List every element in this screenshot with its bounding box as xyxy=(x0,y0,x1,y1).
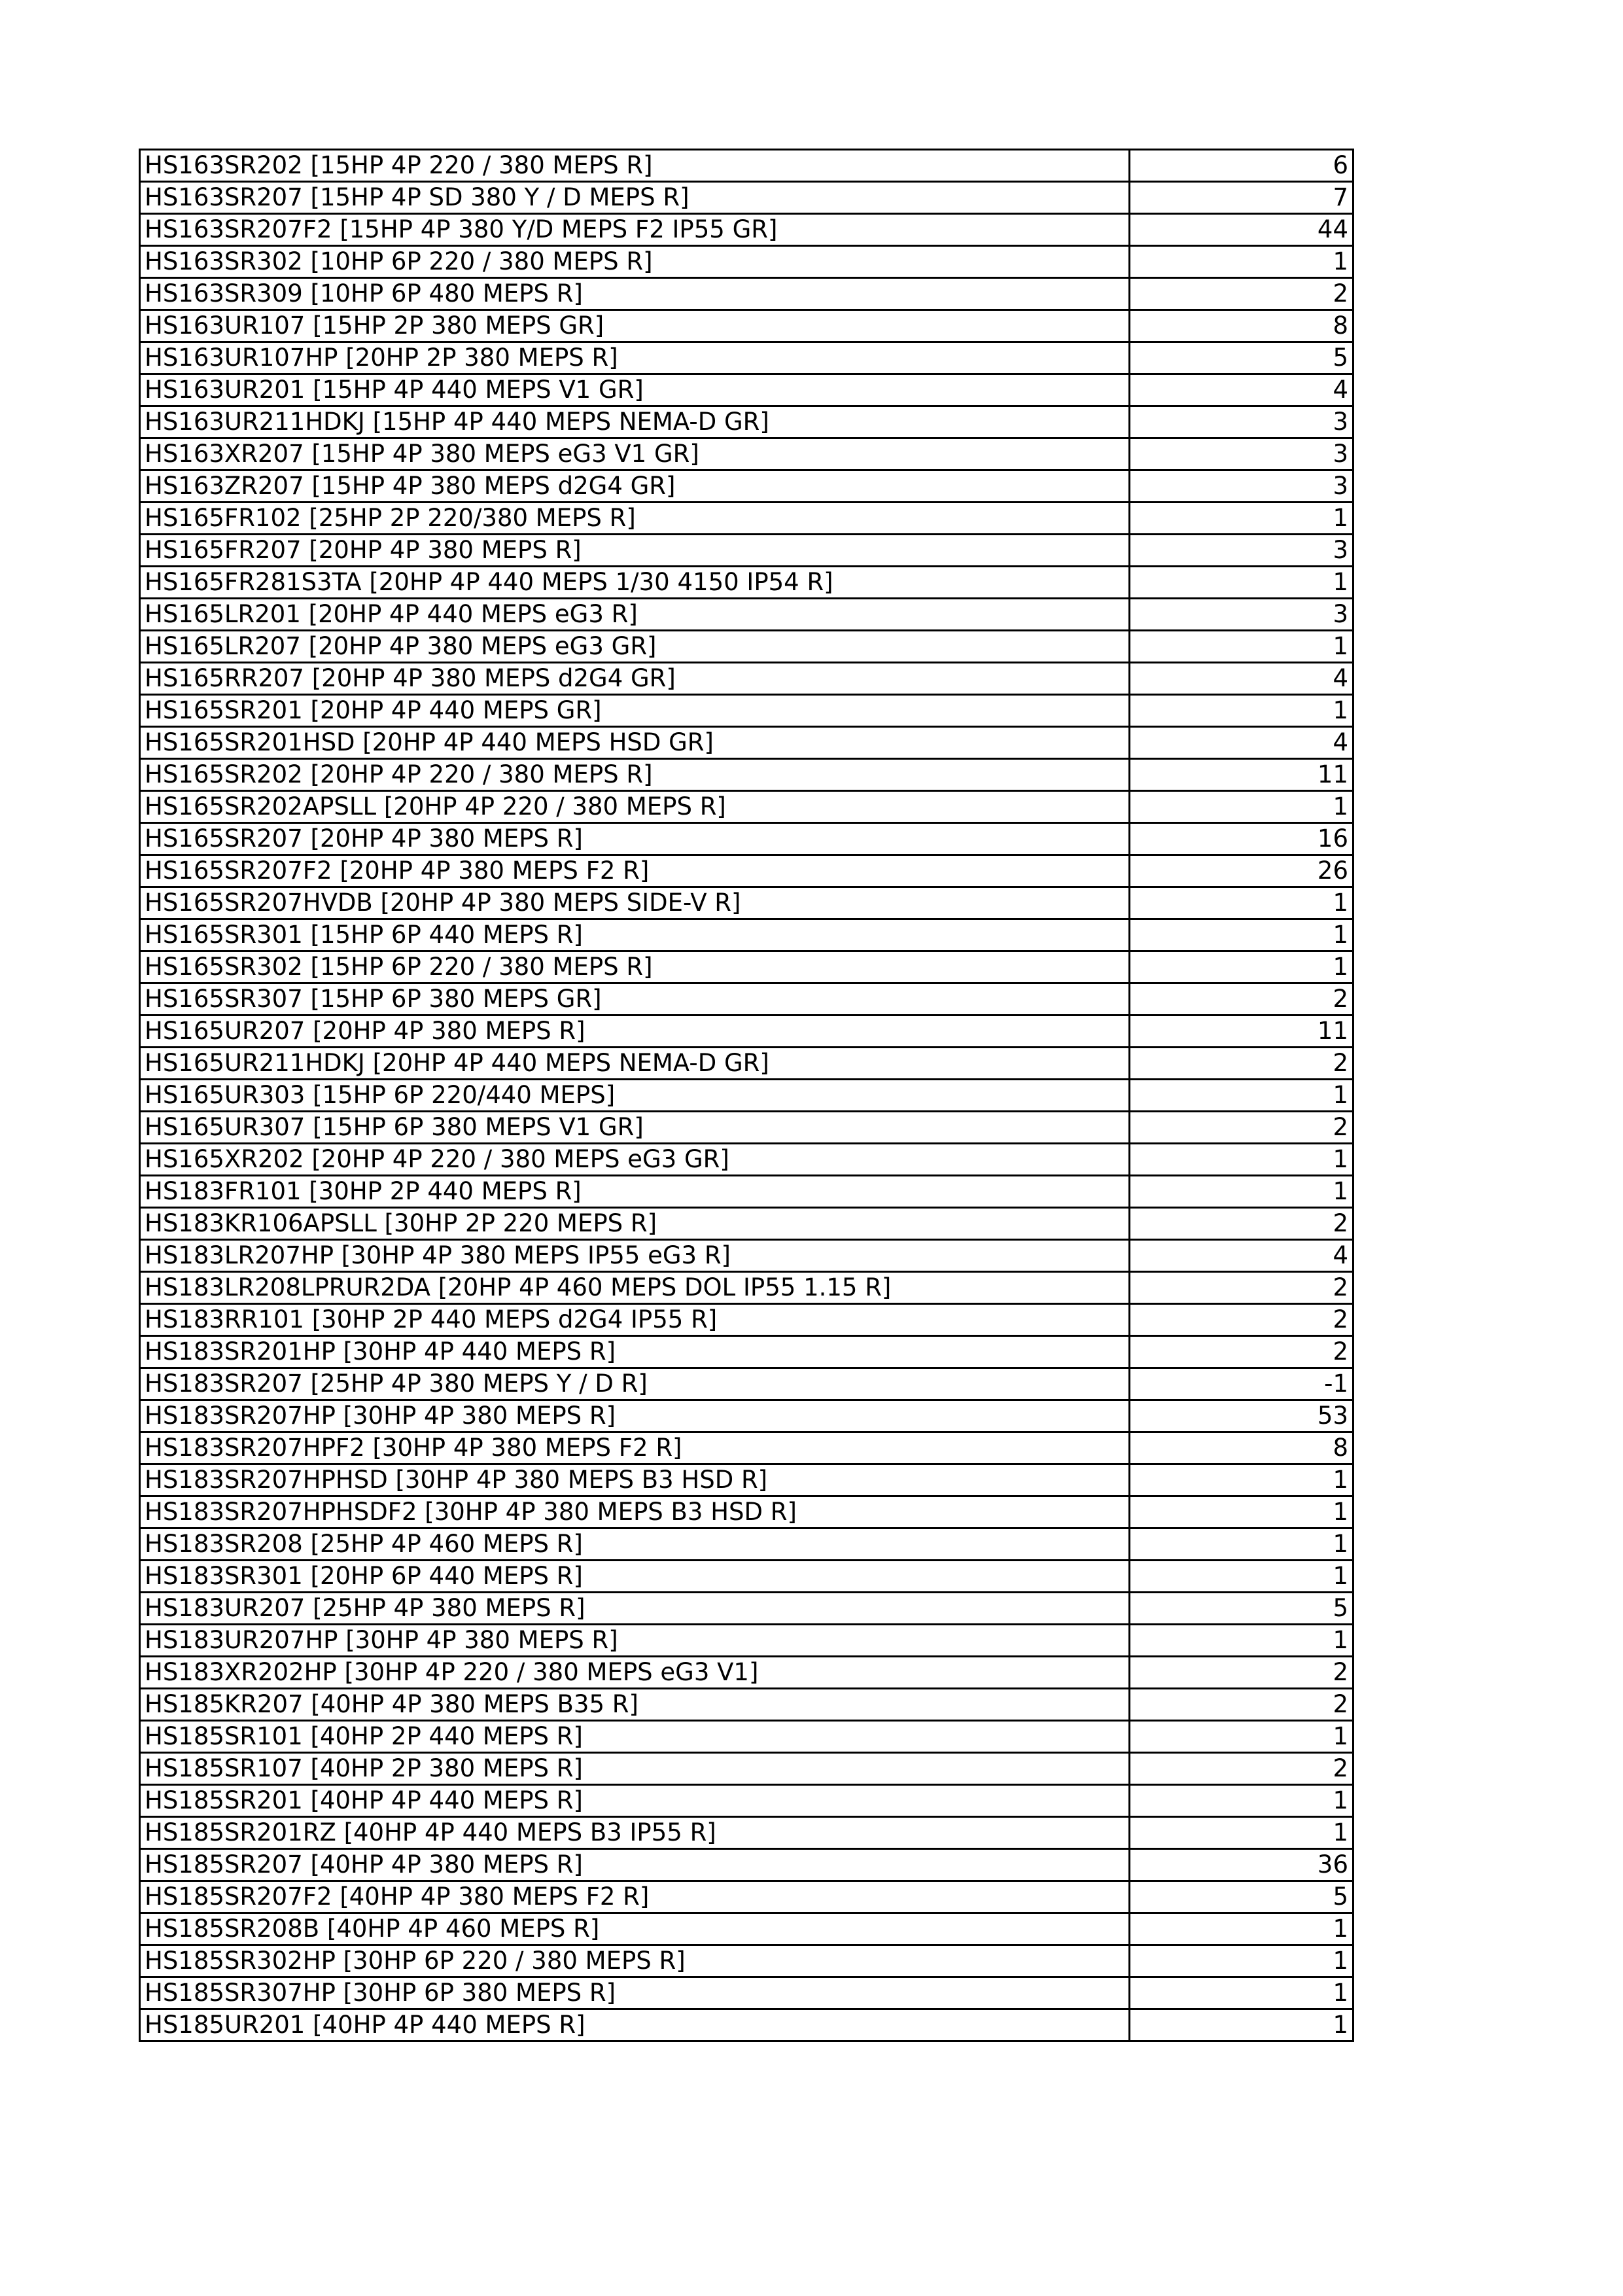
table-row xyxy=(140,374,1353,406)
quantity-cell: 1 xyxy=(1130,1176,1353,1208)
table-row xyxy=(140,823,1353,855)
item-description-cell: HS185SR101 [40HP 2P 440 MEPS R] xyxy=(140,1721,1130,1753)
quantity-cell: 44 xyxy=(1130,214,1353,246)
quantity-cell: 3 xyxy=(1130,599,1353,631)
item-description-cell: HS163UR211HDKJ [15HP 4P 440 MEPS NEMA-D GR] xyxy=(140,406,1130,438)
quantity-cell: 3 xyxy=(1130,470,1353,503)
item-description-cell: HS165UR207 [20HP 4P 380 MEPS R] xyxy=(140,1016,1130,1048)
table-row xyxy=(140,1753,1353,1785)
quantity-cell: 1 xyxy=(1130,1496,1353,1528)
table-row xyxy=(140,1016,1353,1048)
quantity-cell: 6 xyxy=(1130,150,1353,182)
quantity-cell: 1 xyxy=(1130,1721,1353,1753)
table-row xyxy=(140,1977,1353,2009)
quantity-cell: 1 xyxy=(1130,1817,1353,1849)
item-description-cell: HS185SR201 [40HP 4P 440 MEPS R] xyxy=(140,1785,1130,1817)
item-description-cell: HS165SR301 [15HP 6P 440 MEPS R] xyxy=(140,919,1130,951)
item-description-cell: HS185SR207 [40HP 4P 380 MEPS R] xyxy=(140,1849,1130,1881)
table-row xyxy=(140,887,1353,919)
table-row xyxy=(140,791,1353,823)
table-row xyxy=(140,470,1353,503)
table-row xyxy=(140,1336,1353,1368)
quantity-cell: 1 xyxy=(1130,631,1353,663)
table-row xyxy=(140,1849,1353,1881)
table-row xyxy=(140,951,1353,983)
quantity-cell: 4 xyxy=(1130,1240,1353,1272)
item-description-cell: HS183SR207HPHSDF2 [30HP 4P 380 MEPS B3 HSD R] xyxy=(140,1496,1130,1528)
quantity-cell: 1 xyxy=(1130,1625,1353,1657)
table-row xyxy=(140,1561,1353,1593)
item-description-cell: HS163XR207 [15HP 4P 380 MEPS eG3 V1 GR] xyxy=(140,438,1130,470)
item-description-cell: HS163SR302 [10HP 6P 220 / 380 MEPS R] xyxy=(140,246,1130,278)
table-row xyxy=(140,663,1353,695)
table-row xyxy=(140,1432,1353,1464)
item-description-cell: HS165SR307 [15HP 6P 380 MEPS GR] xyxy=(140,983,1130,1016)
quantity-cell: 4 xyxy=(1130,374,1353,406)
item-description-cell: HS163SR207 [15HP 4P SD 380 Y / D MEPS R] xyxy=(140,182,1130,214)
table-row xyxy=(140,1496,1353,1528)
table-row xyxy=(140,278,1353,310)
inventory-table-body xyxy=(140,150,1353,2041)
table-row xyxy=(140,1368,1353,1400)
quantity-cell: 1 xyxy=(1130,567,1353,599)
table-row xyxy=(140,342,1353,374)
item-description-cell: HS163ZR207 [15HP 4P 380 MEPS d2G4 GR] xyxy=(140,470,1130,503)
quantity-cell: 3 xyxy=(1130,535,1353,567)
item-description-cell: HS165UR307 [15HP 6P 380 MEPS V1 GR] xyxy=(140,1112,1130,1144)
quantity-cell: 36 xyxy=(1130,1849,1353,1881)
quantity-cell: 1 xyxy=(1130,503,1353,535)
quantity-cell: 53 xyxy=(1130,1400,1353,1432)
quantity-cell: 2 xyxy=(1130,1208,1353,1240)
item-description-cell: HS183KR106APSLL [30HP 2P 220 MEPS R] xyxy=(140,1208,1130,1240)
item-description-cell: HS165SR207HVDB [20HP 4P 380 MEPS SIDE-V R] xyxy=(140,887,1130,919)
quantity-cell: 8 xyxy=(1130,1432,1353,1464)
quantity-cell: 5 xyxy=(1130,1881,1353,1913)
table-row xyxy=(140,759,1353,791)
item-description-cell: HS183SR201HP [30HP 4P 440 MEPS R] xyxy=(140,1336,1130,1368)
quantity-cell: 1 xyxy=(1130,951,1353,983)
table-row xyxy=(140,1080,1353,1112)
quantity-cell: 1 xyxy=(1130,1561,1353,1593)
item-description-cell: HS165RR207 [20HP 4P 380 MEPS d2G4 GR] xyxy=(140,663,1130,695)
table-row xyxy=(140,1657,1353,1689)
quantity-cell: 16 xyxy=(1130,823,1353,855)
item-description-cell: HS185SR307HP [30HP 6P 380 MEPS R] xyxy=(140,1977,1130,2009)
quantity-cell: 5 xyxy=(1130,342,1353,374)
table-row xyxy=(140,855,1353,887)
table-row xyxy=(140,631,1353,663)
quantity-cell: 1 xyxy=(1130,1144,1353,1176)
item-description-cell: HS185UR201 [40HP 4P 440 MEPS R] xyxy=(140,2009,1130,2041)
item-description-cell: HS183FR101 [30HP 2P 440 MEPS R] xyxy=(140,1176,1130,1208)
item-description-cell: HS183XR202HP [30HP 4P 220 / 380 MEPS eG3 V1] xyxy=(140,1657,1130,1689)
quantity-cell: -1 xyxy=(1130,1368,1353,1400)
quantity-cell: 1 xyxy=(1130,246,1353,278)
item-description-cell: HS183UR207 [25HP 4P 380 MEPS R] xyxy=(140,1593,1130,1625)
table-row xyxy=(140,567,1353,599)
item-description-cell: HS185SR208B [40HP 4P 460 MEPS R] xyxy=(140,1913,1130,1945)
table-row xyxy=(140,1721,1353,1753)
table-row xyxy=(140,1272,1353,1304)
table-row xyxy=(140,1400,1353,1432)
item-description-cell: HS163UR201 [15HP 4P 440 MEPS V1 GR] xyxy=(140,374,1130,406)
item-description-cell: HS165FR207 [20HP 4P 380 MEPS R] xyxy=(140,535,1130,567)
quantity-cell: 1 xyxy=(1130,919,1353,951)
quantity-cell: 4 xyxy=(1130,663,1353,695)
quantity-cell: 8 xyxy=(1130,310,1353,342)
table-row xyxy=(140,438,1353,470)
quantity-cell: 11 xyxy=(1130,1016,1353,1048)
item-description-cell: HS185KR207 [40HP 4P 380 MEPS B35 R] xyxy=(140,1689,1130,1721)
table-row xyxy=(140,1913,1353,1945)
table-row xyxy=(140,1048,1353,1080)
item-description-cell: HS183SR207 [25HP 4P 380 MEPS Y / D R] xyxy=(140,1368,1130,1400)
item-description-cell: HS165SR207F2 [20HP 4P 380 MEPS F2 R] xyxy=(140,855,1130,887)
item-description-cell: HS183RR101 [30HP 2P 440 MEPS d2G4 IP55 R] xyxy=(140,1304,1130,1336)
item-description-cell: HS185SR207F2 [40HP 4P 380 MEPS F2 R] xyxy=(140,1881,1130,1913)
quantity-cell: 1 xyxy=(1130,887,1353,919)
quantity-cell: 1 xyxy=(1130,1080,1353,1112)
item-description-cell: HS163SR309 [10HP 6P 480 MEPS R] xyxy=(140,278,1130,310)
item-description-cell: HS165SR201HSD [20HP 4P 440 MEPS HSD GR] xyxy=(140,727,1130,759)
table-row xyxy=(140,1528,1353,1561)
item-description-cell: HS165LR201 [20HP 4P 440 MEPS eG3 R] xyxy=(140,599,1130,631)
table-row xyxy=(140,1945,1353,1977)
quantity-cell: 1 xyxy=(1130,1977,1353,2009)
table-row xyxy=(140,1785,1353,1817)
quantity-cell: 1 xyxy=(1130,2009,1353,2041)
item-description-cell: HS183LR208LPRUR2DA [20HP 4P 460 MEPS DOL IP55 1.15 R] xyxy=(140,1272,1130,1304)
quantity-cell: 2 xyxy=(1130,1112,1353,1144)
quantity-cell: 1 xyxy=(1130,1528,1353,1561)
item-description-cell: HS185SR201RZ [40HP 4P 440 MEPS B3 IP55 R] xyxy=(140,1817,1130,1849)
table-row xyxy=(140,1176,1353,1208)
item-description-cell: HS183LR207HP [30HP 4P 380 MEPS IP55 eG3 R] xyxy=(140,1240,1130,1272)
table-row xyxy=(140,1144,1353,1176)
item-description-cell: HS165FR281S3TA [20HP 4P 440 MEPS 1/30 4150 IP54 R] xyxy=(140,567,1130,599)
quantity-cell: 11 xyxy=(1130,759,1353,791)
table-row xyxy=(140,1625,1353,1657)
quantity-cell: 1 xyxy=(1130,1464,1353,1496)
table-row xyxy=(140,919,1353,951)
quantity-cell: 26 xyxy=(1130,855,1353,887)
item-description-cell: HS165SR207 [20HP 4P 380 MEPS R] xyxy=(140,823,1130,855)
inventory-table xyxy=(139,149,1354,2042)
quantity-cell: 2 xyxy=(1130,1336,1353,1368)
table-row xyxy=(140,535,1353,567)
table-row xyxy=(140,182,1353,214)
item-description-cell: HS165LR207 [20HP 4P 380 MEPS eG3 GR] xyxy=(140,631,1130,663)
table-row xyxy=(140,1689,1353,1721)
item-description-cell: HS165SR302 [15HP 6P 220 / 380 MEPS R] xyxy=(140,951,1130,983)
quantity-cell: 1 xyxy=(1130,1913,1353,1945)
quantity-cell: 3 xyxy=(1130,438,1353,470)
quantity-cell: 2 xyxy=(1130,983,1353,1016)
table-row xyxy=(140,983,1353,1016)
item-description-cell: HS165SR201 [20HP 4P 440 MEPS GR] xyxy=(140,695,1130,727)
table-row xyxy=(140,727,1353,759)
quantity-cell: 2 xyxy=(1130,1753,1353,1785)
table-row xyxy=(140,150,1353,182)
item-description-cell: HS185SR302HP [30HP 6P 220 / 380 MEPS R] xyxy=(140,1945,1130,1977)
item-description-cell: HS165UR211HDKJ [20HP 4P 440 MEPS NEMA-D GR] xyxy=(140,1048,1130,1080)
item-description-cell: HS163UR107 [15HP 2P 380 MEPS GR] xyxy=(140,310,1130,342)
item-description-cell: HS165FR102 [25HP 2P 220/380 MEPS R] xyxy=(140,503,1130,535)
table-row xyxy=(140,1112,1353,1144)
quantity-cell: 1 xyxy=(1130,791,1353,823)
table-row xyxy=(140,406,1353,438)
quantity-cell: 5 xyxy=(1130,1593,1353,1625)
table-row xyxy=(140,246,1353,278)
item-description-cell: HS183SR301 [20HP 6P 440 MEPS R] xyxy=(140,1561,1130,1593)
item-description-cell: HS163SR202 [15HP 4P 220 / 380 MEPS R] xyxy=(140,150,1130,182)
quantity-cell: 1 xyxy=(1130,1785,1353,1817)
table-row xyxy=(140,1817,1353,1849)
item-description-cell: HS185SR107 [40HP 2P 380 MEPS R] xyxy=(140,1753,1130,1785)
table-row xyxy=(140,1464,1353,1496)
table-row xyxy=(140,214,1353,246)
table-row xyxy=(140,1593,1353,1625)
quantity-cell: 2 xyxy=(1130,1657,1353,1689)
quantity-cell: 7 xyxy=(1130,182,1353,214)
item-description-cell: HS183SR207HPHSD [30HP 4P 380 MEPS B3 HSD R] xyxy=(140,1464,1130,1496)
item-description-cell: HS163SR207F2 [15HP 4P 380 Y/D MEPS F2 IP55 GR] xyxy=(140,214,1130,246)
item-description-cell: HS183UR207HP [30HP 4P 380 MEPS R] xyxy=(140,1625,1130,1657)
table-row xyxy=(140,310,1353,342)
item-description-cell: HS165SR202 [20HP 4P 220 / 380 MEPS R] xyxy=(140,759,1130,791)
quantity-cell: 2 xyxy=(1130,1272,1353,1304)
item-description-cell: HS183SR207HPF2 [30HP 4P 380 MEPS F2 R] xyxy=(140,1432,1130,1464)
table-row xyxy=(140,1881,1353,1913)
table-row xyxy=(140,1304,1353,1336)
quantity-cell: 2 xyxy=(1130,1048,1353,1080)
quantity-cell: 2 xyxy=(1130,1304,1353,1336)
item-description-cell: HS165XR202 [20HP 4P 220 / 380 MEPS eG3 GR] xyxy=(140,1144,1130,1176)
quantity-cell: 2 xyxy=(1130,278,1353,310)
table-row xyxy=(140,1240,1353,1272)
item-description-cell: HS183SR208 [25HP 4P 460 MEPS R] xyxy=(140,1528,1130,1561)
table-row xyxy=(140,503,1353,535)
quantity-cell: 2 xyxy=(1130,1689,1353,1721)
quantity-cell: 1 xyxy=(1130,695,1353,727)
quantity-cell: 4 xyxy=(1130,727,1353,759)
table-row xyxy=(140,599,1353,631)
item-description-cell: HS183SR207HP [30HP 4P 380 MEPS R] xyxy=(140,1400,1130,1432)
item-description-cell: HS163UR107HP [20HP 2P 380 MEPS R] xyxy=(140,342,1130,374)
table-row xyxy=(140,1208,1353,1240)
table-row xyxy=(140,2009,1353,2041)
quantity-cell: 3 xyxy=(1130,406,1353,438)
item-description-cell: HS165SR202APSLL [20HP 4P 220 / 380 MEPS R] xyxy=(140,791,1130,823)
table-row xyxy=(140,695,1353,727)
quantity-cell: 1 xyxy=(1130,1945,1353,1977)
item-description-cell: HS165UR303 [15HP 6P 220/440 MEPS] xyxy=(140,1080,1130,1112)
